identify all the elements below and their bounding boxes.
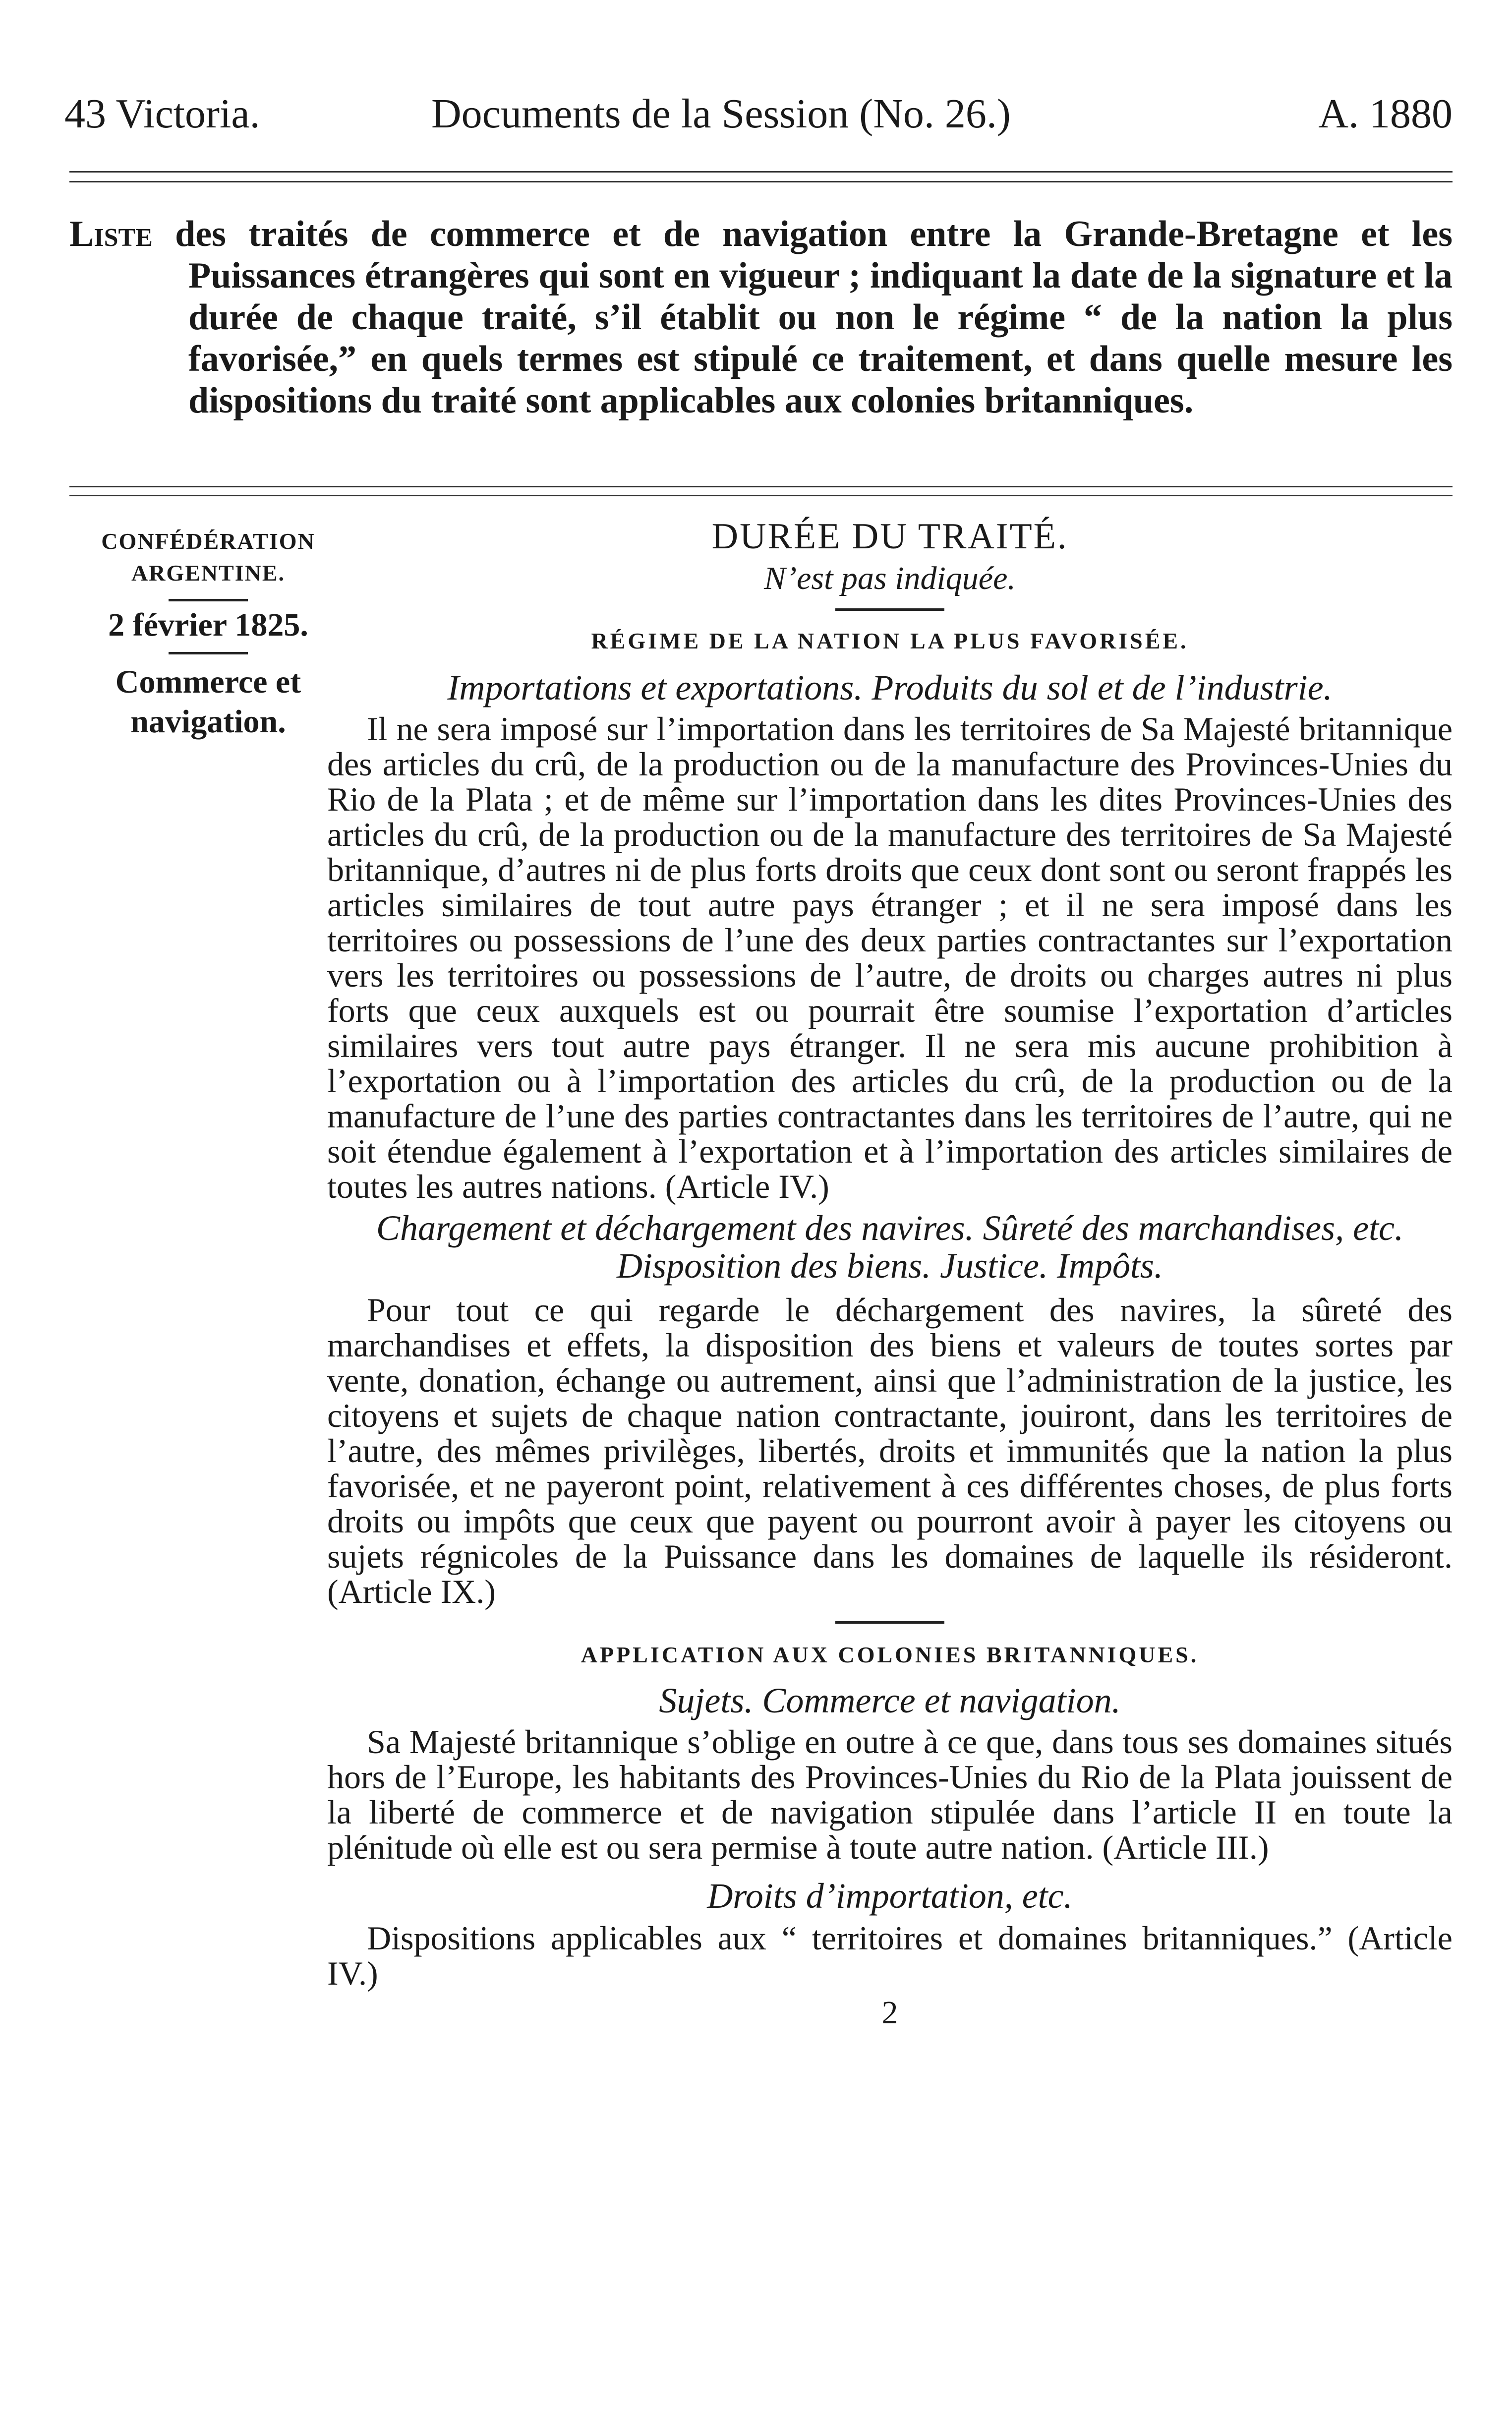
section-rule-bottom xyxy=(69,495,1453,496)
header-rule-top xyxy=(69,171,1453,173)
regime-subheading-ships-line2: Disposition des biens. Justice. Impôts. xyxy=(617,1246,1163,1286)
header-left: 43 Victoria. xyxy=(64,91,260,137)
intro-first-word: Liste xyxy=(69,214,153,254)
margin-subject-line2: navigation. xyxy=(130,704,286,740)
main-column xyxy=(327,516,1453,2032)
application-heading: APPLICATION AUX COLONIES BRITANNIQUES. xyxy=(581,1642,1199,1667)
page-number: 2 xyxy=(881,1995,898,2031)
regime-heading: RÉGIME DE LA NATION LA PLUS FAVORISÉE. xyxy=(591,628,1189,653)
application-subheading-duties: Droits d’importation, etc. xyxy=(707,1876,1073,1916)
regime-article-ix-paragraph: Pour tout ce qui regarde le déchargement des navires, la sûreté des marchandises et effets, la disposition des biens et valeurs de toutes sortes par vente, donation, échange ou autrement, ainsi que l’administration de la justice, les citoyens et sujets de chaque nation contractante, jouiront, dans les territoires de l’autre, des mêmes privilèges, libertés, droits et immunités que la nation la plus favorisée, et ne payeront point, relativement à ces différentes choses, de plus forts droits ou impôts que ceux que payent ou pourront avoir à payer les citoyens ou sujets régnicoles de la Puissance dans les domaines de laquelle ils résideront. (Article IX.) xyxy=(327,1291,1453,1610)
regime-subheading-ships-line1: Chargement et déchargement des navires. Sûreté des marchandises, etc. xyxy=(376,1208,1404,1248)
regime-article-iv-paragraph: Il ne sera imposé sur l’importation dans les territoires de Sa Majesté britannique des articles du crû, de la production ou de la manufacture des Provinces-Unies du Rio de la Plata ; et de même sur l’importation dans les dites Provinces-Unies des articles du crû, de la production ou de la manufacture des territoires de Sa Majesté britannique, d’autres ni de plus forts droits que ceux dont sont ou seront frappés les articles similaires de tout autre pays étranger ; et il ne sera imposé dans les territoires ou possessions de l’une des deux parties contractantes sur l’exportation vers les territoires ou possessions de l’autre, de droits ou charges autres ni plus forts que ceux auxquels est ou pourrait être soumise l’exportation d’articles similaires vers tout autre pays étranger. Il ne sera mis aucune prohibition à l’exportation ou à l’importation des articles du crû, de la production ou de la manufacture de l’une des parties contractantes dans les territoires de l’autre, qui ne soit étendue également à l’exportation et à l’importation des articles similaires de toutes les autres nations. (Article IV.) xyxy=(327,710,1453,1205)
regime-subheading-imports: Importations et exportations. Produits du sol et de l’industrie. xyxy=(447,668,1333,707)
header-rule-bottom xyxy=(69,181,1453,182)
margin-rule xyxy=(169,652,248,654)
intro-paragraph xyxy=(69,213,1453,421)
header-right: A. 1880 xyxy=(1318,91,1453,137)
application-article-iii-paragraph: Sa Majesté britannique s’oblige en outre à ce que, dans tous ses domaines situés hors de l’Europe, les habitants des Provinces-Unies du Rio de la Plata jouissent de la liberté de commerce et de navigation stipulée dans l’article II en toute la plénitude où elle est ou sera permise à toute autre nation. (Article III.) xyxy=(327,1723,1453,1866)
margin-country-line1: CONFÉDÉRATION xyxy=(101,529,315,554)
application-article-iv-paragraph: Dispositions applicables aux “ territoires et domaines britanniques.” (Article IV.) xyxy=(327,1919,1453,1992)
intro-text: des traités de commerce et de navigation entre la Grande-Bretagne et les Puissances étrangères qui sont en vigueur ; indiquant la date de la signature et la durée de chaque traité, s’il établit ou non le régime “ de la nation la plus favorisée,” en quels termes est stipulé ce traitement, et dans quelle mesure les dispositions du traité sont applicables aux colonies britanniques. xyxy=(152,214,1453,421)
duree-value: N’est pas indiquée. xyxy=(764,560,1016,596)
header-title: Documents de la Session (No. 26.) xyxy=(431,91,1011,137)
divider xyxy=(835,1621,944,1624)
margin-country-line2: ARGENTINE. xyxy=(131,560,286,586)
application-subheading-subjects: Sujets. Commerce et navigation. xyxy=(659,1681,1121,1720)
margin-notes xyxy=(59,526,357,742)
divider xyxy=(835,608,944,611)
margin-subject-line1: Commerce et xyxy=(115,664,301,700)
margin-date: 2 février 1825. xyxy=(108,607,308,643)
duree-heading: DURÉE DU TRAITÉ. xyxy=(711,516,1068,557)
section-rule-top xyxy=(69,486,1453,487)
running-header xyxy=(64,87,1453,141)
margin-rule xyxy=(169,599,248,601)
